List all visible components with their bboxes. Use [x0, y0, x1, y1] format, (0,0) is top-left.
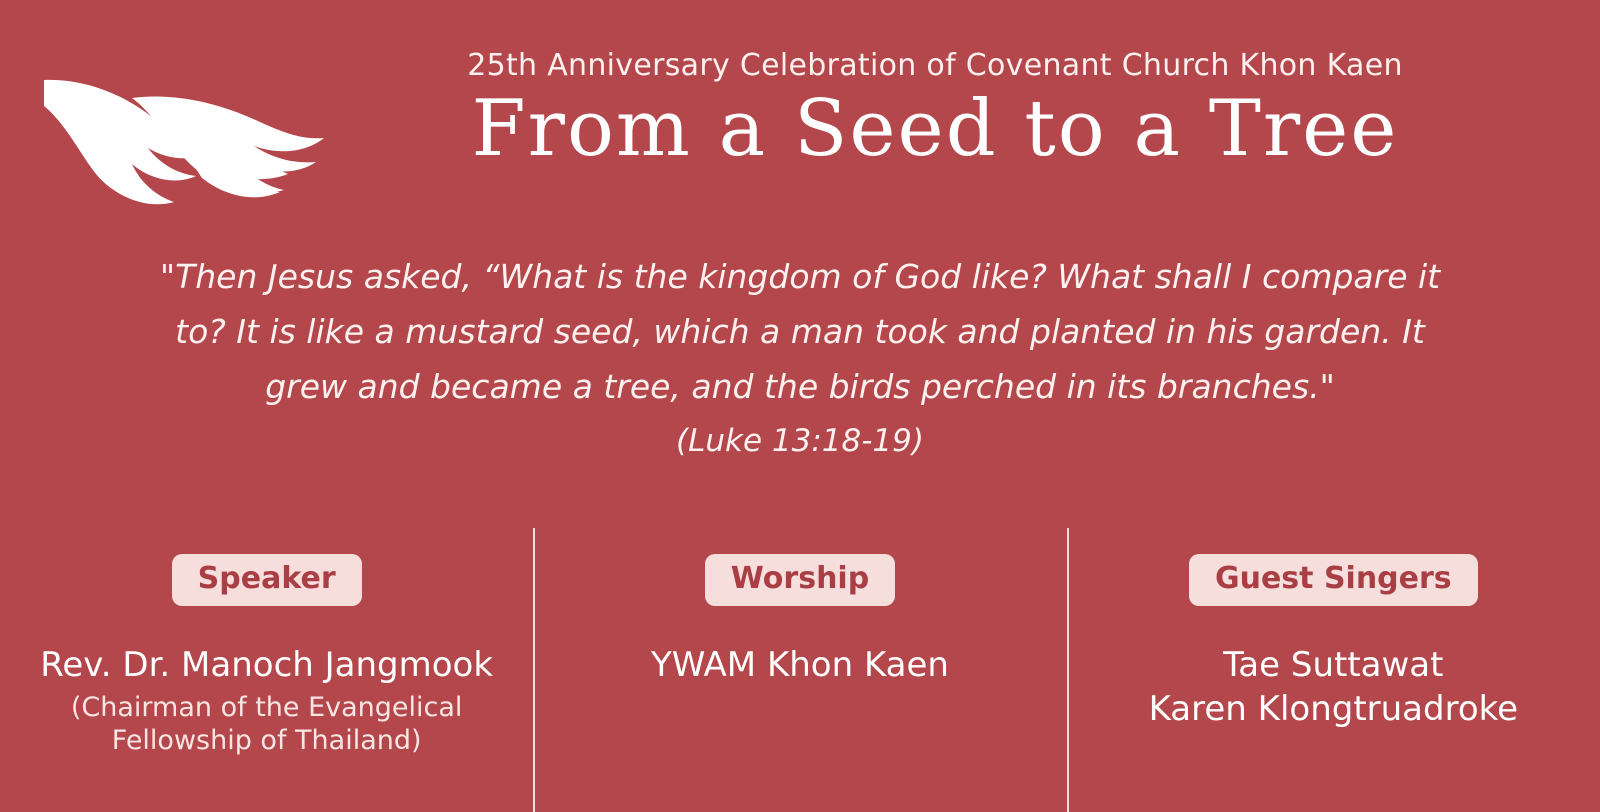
scripture-text: "Then Jesus asked, “What is the kingdom of God like? What shall I compare it to? It is like a mustard seed, which a man took and planted in his garden. It grew and became a tree, and the birds perched in its branches." [159, 257, 1441, 406]
page-title: From a Seed to a Tree [471, 84, 1399, 174]
scripture-block [130, 250, 1470, 468]
credits-row [0, 528, 1600, 812]
speaker-name: Rev. Dr. Manoch Jangmook [40, 645, 494, 685]
credit-column-guest-singers [1067, 528, 1600, 812]
dove-icon [36, 58, 336, 228]
speaker-subtitle: (Chairman of the Evangelical Fellowship of Thailand) [70, 691, 463, 757]
guest-singer-name-2: Karen Klongtruadroke [1148, 688, 1519, 729]
status-badge-speaker: Speaker [172, 554, 362, 606]
status-badge-guest-singers: Guest Singers [1189, 554, 1478, 606]
guest-singer-name-1: Tae Suttawat [1223, 645, 1444, 685]
scripture-reference: (Luke 13:18-19) [676, 423, 924, 460]
anniversary-line: 25th Anniversary Celebration of Covenant Church Khon Kaen [467, 48, 1403, 83]
header-text-block [330, 48, 1540, 174]
credit-column-speaker [0, 528, 533, 812]
credit-column-worship [533, 528, 1066, 812]
poster-header [0, 0, 1600, 236]
status-badge-worship: Worship [705, 554, 895, 606]
worship-name: YWAM Khon Kaen [651, 645, 949, 685]
